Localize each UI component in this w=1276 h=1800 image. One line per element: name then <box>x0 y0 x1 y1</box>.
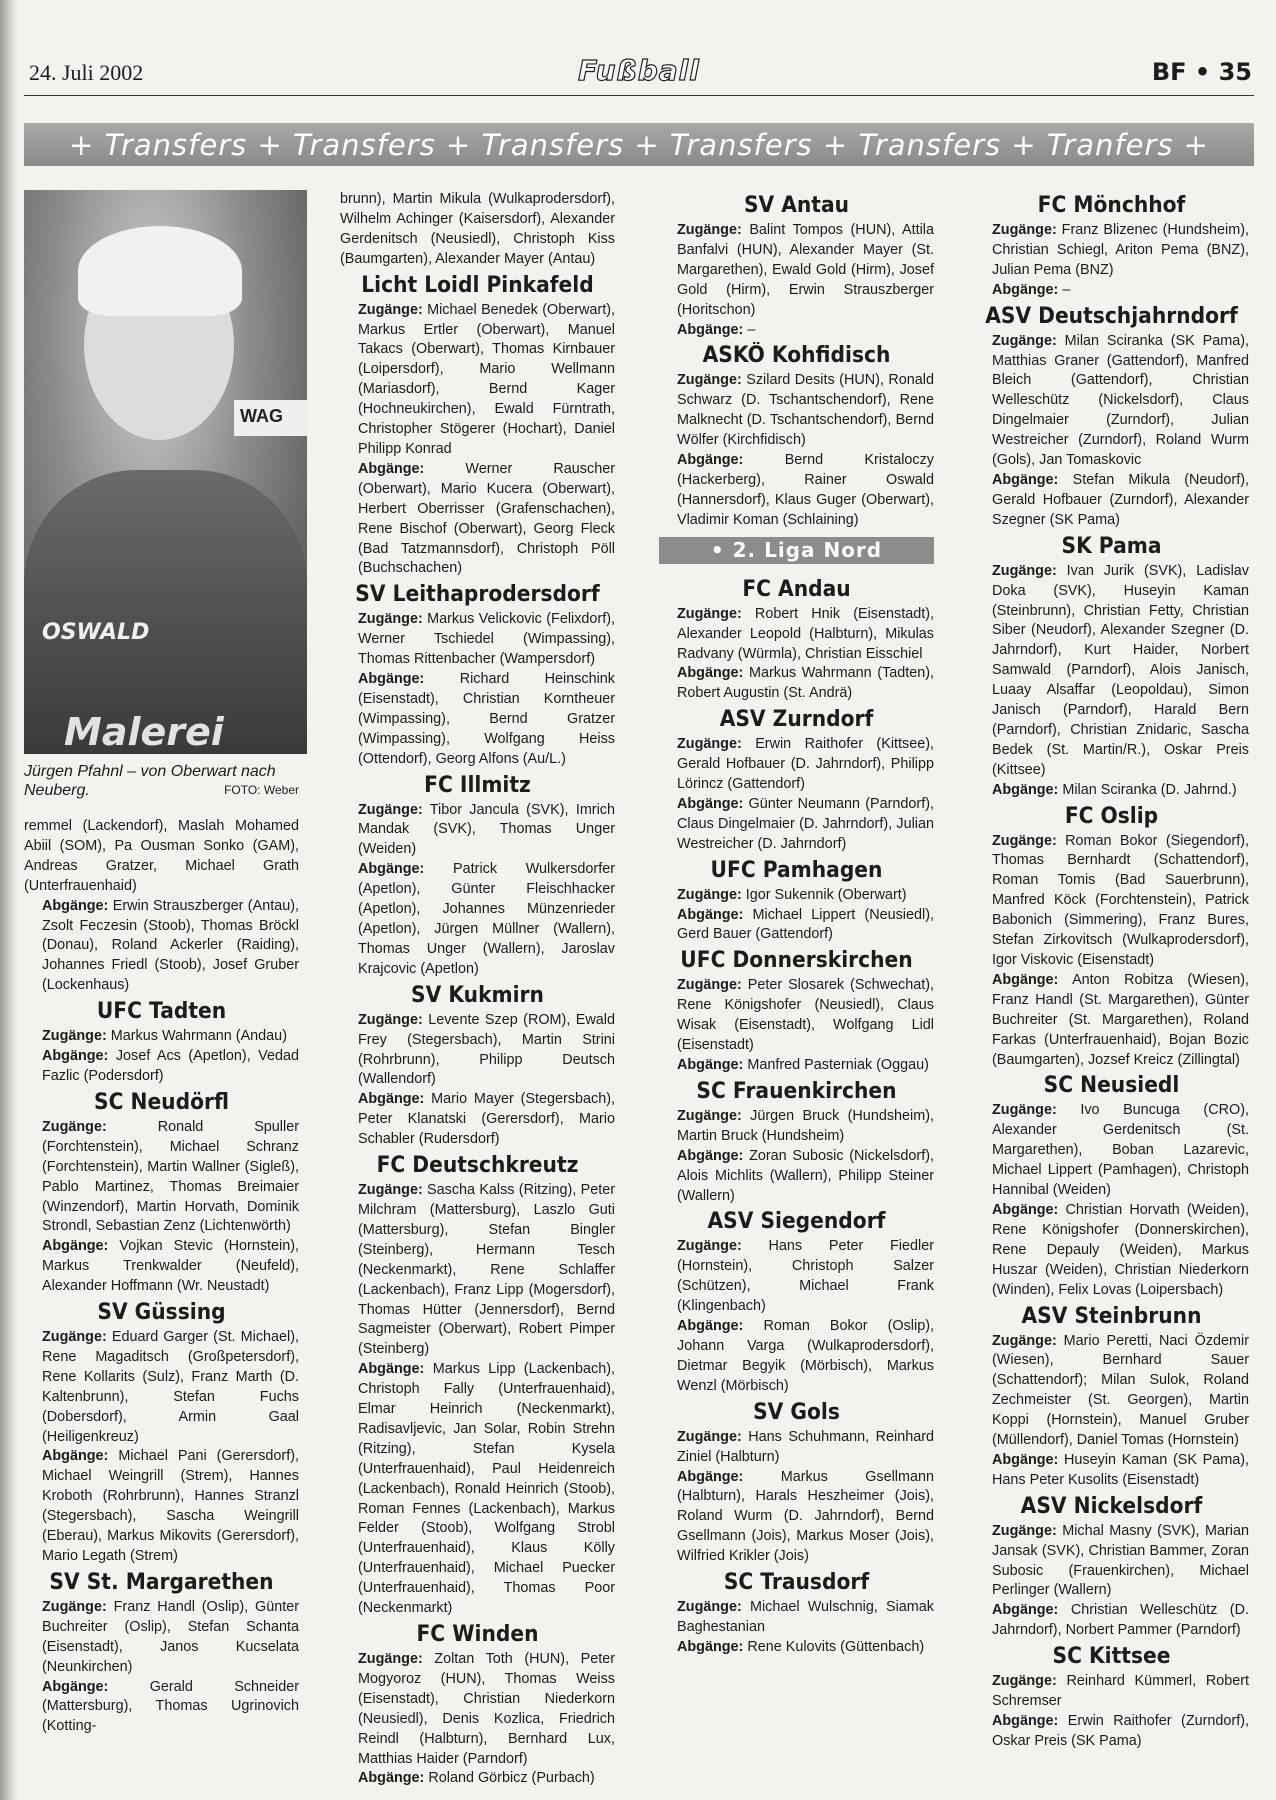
abgaenge-text: Patrick Wulkersdorfer (Apetlon), Günter Fleischhacker (Apetlon), Johannes Münzenrieder (Apetlon), Jürgen Müllner (Wallern), Thomas Unger (Wallern), Jaroslav Krajcovic (Apetlon) <box>358 861 616 977</box>
zugaenge-label: Zugänge: <box>677 1428 742 1445</box>
abgaenge-label: Abgänge: <box>42 1448 109 1465</box>
club-heading: FC Oslip <box>1064 803 1159 829</box>
abgaenge-text: Bernd Kristaloczy (Hackerberg), Rainer Oswald (Hannersdorf), Klaus Guger (Oberwart), Vladimir Koman (Schlaining) <box>677 452 934 528</box>
abgaenge-label: Abgänge: <box>358 671 425 688</box>
abgaenge-line <box>659 1317 934 1397</box>
abgaenge-line <box>659 1056 934 1076</box>
abgaenge-text: Anton Robitza (Wiesen), Franz Handl (St. Margarethen), Günter Buchreiter (St. Margarethen), Roland Farkas (Unterfrauenhaid), Bojan Bozic (Baumgarten), Jozsef Kreicz (Zillingtal) <box>992 971 1249 1068</box>
abgaenge-line <box>340 1769 615 1789</box>
abgaenge-label: Abgänge: <box>358 1770 425 1787</box>
abgaenge-label: Abgänge: <box>992 1451 1059 1468</box>
club-heading: SV Güssing <box>97 1300 226 1326</box>
zugaenge-label: Zugänge: <box>992 222 1057 238</box>
photo-credit <box>224 781 299 800</box>
photo-bottom-text: Malerei <box>64 710 224 754</box>
abgaenge-text: Roman Bokor (Oslip), Johann Varga (Wulkaprodersdorf), Dietmar Begyik (Mörbisch), Markus Wenzl (Mörbisch) <box>677 1318 934 1394</box>
zugaenge-line <box>340 301 615 460</box>
abgaenge-line <box>974 1201 1249 1301</box>
zugaenge-line <box>974 1332 1249 1451</box>
abgaenge-line <box>659 321 934 341</box>
abgaenge-line <box>24 1447 299 1566</box>
abgaenge-line <box>659 664 934 704</box>
zugaenge-line <box>659 1598 934 1638</box>
club-heading: ASV Nickelsdorf <box>1020 1493 1203 1519</box>
column-1-text <box>24 817 299 1737</box>
abgaenge-line <box>659 795 934 855</box>
abgaenge-label: Abgänge: <box>992 1713 1059 1729</box>
club-heading: UFC Donnerskirchen <box>680 948 913 974</box>
zugaenge-line <box>24 1027 299 1047</box>
abgaenge-label: Abgänge: <box>992 1602 1059 1619</box>
zugaenge-text: Szilard Desits (HUN), Ronald Schwarz (D. Tschantschendorf), Rene Malknecht (D. Tschantschendorf), Bernd Wölfer (Kirchfidisch) <box>677 372 935 449</box>
zugaenge-line <box>340 1011 615 1091</box>
abgaenge-label: Abgänge: <box>358 1091 425 1108</box>
abgaenge-line <box>974 1712 1249 1752</box>
abgaenge-text: Markus Lipp (Lackenbach), Christoph Fally (Unterfrauenhaid), Elmar Heinrich (Neckenmarkt), Radisavljevic, Jan Solar, Robin Strehn (Ritzing), Stefan Kysela (Unterfrauenhaid), Paul Heidenreich (Lackenbach), Ronald Heinrich (Stoob), Roman Fennes (Lackenbach), Markus Felder (Stoob), Wolfgang Strobl (Unterfrauenhaid), Klaus Kölly (Unterfrauenhaid), Michael Puecker (Unterfrauenhaid), Thomas Poor (Neckenmarkt) <box>358 1361 616 1617</box>
zugaenge-text: Zoltan Toth (HUN), Peter Mogyoroz (HUN), Thomas Weiss (Eisenstadt), Christian Niederkorn (Neusiedl), Denis Kozlica, Friedrich Reindl (Halbturn), Bernhard Lux, Matthias Haider (Parndorf) <box>358 1651 616 1767</box>
abgaenge-text: Erwin Strauszberger (Antau), Zsolt Feczesin (Stoob), Thomas Bröckl (Donau), Roland Ackerler (Raiding), Johannes Friedl (Stoob), Josef Gruber (Lockenhaus) <box>42 897 299 994</box>
zugaenge-label: Zugänge: <box>677 1107 742 1124</box>
zugaenge-text: Igor Sukennik (Oberwart) <box>745 886 907 903</box>
abgaenge-label: Abgänge: <box>677 1057 744 1073</box>
abgaenge-text: Michael Pani (Gerersdorf), Michael Weingrill (Strem), Hannes Kroboth (Rohrbrunn), Hannes Stranzl (Stegersbach), Sascha Weingrill (Eberau), Markus Mikovits (Gerersdorf), Mario Legath (Strem) <box>42 1448 300 1564</box>
zugaenge-text: Hans Peter Fiedler (Hornstein), Christoph Salzer (Schützen), Michael Frank (Klingenbach) <box>677 1238 934 1315</box>
club-heading: Licht Loidl Pinkafeld <box>361 272 594 298</box>
abgaenge-label: Abgänge: <box>358 460 425 477</box>
zugaenge-line <box>24 1328 299 1447</box>
zugaenge-label: Zugänge: <box>992 1522 1057 1539</box>
club-heading: SC Frauenkirchen <box>696 1078 897 1104</box>
zugaenge-text: Ronald Spuller (Forchtenstein), Michael Schranz (Forchtenstein), Martin Wallner (Sigleß), Pablo Martinez, Thomas Breimaier (Winzendorf), Martin Horvath, Dominik Strondl, Sebastian Zenz (Lichtenwörth) <box>42 1118 299 1235</box>
abgaenge-text: Milan Sciranka (D. Jahrnd.) <box>1062 781 1237 798</box>
zugaenge-line <box>659 221 934 321</box>
abgaenge-label: Abgänge: <box>992 1201 1059 1218</box>
abgaenge-text: Vojkan Stevic (Hornstein), Markus Trenkwalder (Neufeld), Alexander Hoffmann (Wr. Neustadt) <box>42 1238 300 1295</box>
club-heading: FC Illmitz <box>424 772 531 798</box>
zugaenge-line <box>659 1107 934 1147</box>
abgaenge-line <box>24 897 299 997</box>
caption-text: Jürgen Pfahnl – von Oberwart nach Neuberg. <box>24 763 276 799</box>
zugaenge-line <box>974 221 1249 281</box>
zugaenge-text: Roman Bokor (Siegendorf), Thomas Bernhardt (Schattendorf), Roman Tomis (Bad Sauerbrunn), Manfred Köck (Forchtenstein), Patrick Babonich (Simmering), Franz Bures, Stefan Zirkovitsch (Wulkaprodersdorf), Igor Viskovic (Eisenstadt) <box>992 832 1250 968</box>
abgaenge-line <box>659 906 934 946</box>
club-heading: SV Gols <box>753 1399 840 1425</box>
abgaenge-text: Gerald Schneider (Mattersburg), Thomas Ugrinovich (Kotting- <box>42 1678 299 1735</box>
club-heading: ASKÖ Kohfidisch <box>702 343 891 369</box>
photo-caption <box>24 762 299 800</box>
abgaenge-label: Abgänge: <box>677 1147 744 1164</box>
abgaenge-line <box>659 1147 934 1207</box>
zugaenge-label: Zugänge: <box>677 605 742 622</box>
zugaenge-line <box>974 832 1249 971</box>
abgaenge-text: Huseyin Kaman (SK Pama), Hans Peter Kusolits (Eisenstadt) <box>992 1451 1249 1488</box>
club-heading: FC Andau <box>742 576 851 602</box>
zugaenge-label: Zugänge: <box>677 886 742 903</box>
abgaenge-text: Richard Heinschink (Eisenstadt), Christian Korntheuer (Wimpassing), Bernd Gratzer (Wimpassing), Wolfgang Heiss (Ottendorf), Georg Alfons (Au/L.) <box>358 671 615 767</box>
zugaenge-label: Zugänge: <box>358 1011 423 1028</box>
club-heading: SC Trausdorf <box>723 1570 870 1596</box>
zugaenge-text: Tibor Jancula (SVK), Imrich Mandak (SVK), Thomas Unger (Weiden) <box>358 801 615 858</box>
abgaenge-line <box>340 1360 615 1619</box>
club-heading: SV St. Margarethen <box>49 1569 274 1595</box>
club-heading: FC Mönchhof <box>1037 193 1186 218</box>
zugaenge-text: Michael Benedek (Oberwart), Markus Ertler (Oberwart), Manuel Takacs (Oberwart), Thomas Kirnbauer (Loipersdorf), Mario Wellmann (Mariasdorf), Bernd Kager (Hochneukirchen), Ewald Fürntrath, Christopher Stögerer (Hochart), Daniel Philipp Konrad <box>358 301 615 457</box>
zugaenge-text: Robert Hnik (Eisenstadt), Alexander Leopold (Halbturn), Mikulas Radvany (Würmla), Christian Eisschiel <box>677 605 934 662</box>
abgaenge-text: Erwin Raithofer (Zurndorf), Oskar Preis (SK Pama) <box>992 1713 1250 1749</box>
club-heading: ASV Deutschjahrndorf <box>985 303 1238 329</box>
zugaenge-label: Zugänge: <box>358 1651 423 1667</box>
article-text: brunn), Martin Mikula (Wulkaprodersdorf), Wilhelm Achinger (Kaisersdorf), Alexander Gerdenitsch (Neusiedl), Christoph Kiss (Baumgarten), Alexander Mayer (Antau) <box>340 191 615 267</box>
club-heading: SV Leithaprodersdorf <box>355 582 600 608</box>
zugaenge-line <box>974 1522 1249 1602</box>
abgaenge-label: Abgänge: <box>677 321 744 338</box>
zugaenge-text: Ivo Buncuga (CRO), Alexander Gerdenitsch (St. Margarethen), Boban Lazarevic, Michael Lippert (Pamhagen), Christoph Hannibal (Weiden) <box>992 1102 1249 1199</box>
club-heading: ASV Zurndorf <box>719 707 874 733</box>
zugaenge-label: Zugänge: <box>358 1182 423 1199</box>
abgaenge-label: Abgänge: <box>42 1678 109 1695</box>
zugaenge-label: Zugänge: <box>992 332 1057 349</box>
club-heading: SC Neudörfl <box>94 1089 229 1115</box>
abgaenge-label: Abgänge: <box>677 906 744 923</box>
zugaenge-text: Franz Handl (Oslip), Günter Buchreiter (Oslip), Stefan Schanta (Eisenstadt), Janos Kucselata (Neunkirchen) <box>42 1598 299 1675</box>
issue-date: 24. Juli 2002 <box>29 60 144 85</box>
abgaenge-text: – <box>747 321 756 338</box>
zugaenge-line <box>974 562 1249 781</box>
abgaenge-line <box>340 670 615 770</box>
club-heading: UFC Pamhagen <box>710 857 883 883</box>
zugaenge-label: Zugänge: <box>992 1332 1057 1349</box>
credit-label: FOTO: <box>224 783 261 797</box>
abgaenge-label: Abgänge: <box>42 897 109 914</box>
abgaenge-text: Christian Welleschütz (D. Jahrndorf), Norbert Pammer (Parndorf) <box>992 1602 1249 1639</box>
zugaenge-text: Peter Slosarek (Schwechat), Rene Königshofer (Neusiedl), Claus Wisak (Eisenstadt), Wolfgang Lidl (Eisenstadt) <box>677 977 935 1054</box>
banner-text: + Transfers + Transfers + Transfers + Transfers + Transfers + Tranfers + <box>69 127 1209 162</box>
zugaenge-label: Zugänge: <box>42 1598 107 1615</box>
zugaenge-line <box>974 332 1249 471</box>
zugaenge-text: Markus Wahrmann (Andau) <box>110 1028 287 1045</box>
transfers-banner <box>24 123 1254 166</box>
abgaenge-line <box>974 971 1249 1071</box>
player-photo <box>24 190 307 754</box>
zugaenge-text: Eduard Garger (St. Michael), Rene Magaditsch (Großpetersdorf), Rene Kollarits (Sulz), Franz Marth (D. Kaltenbrunn), Stefan Fuchs (Dobersdorf), Armin Gaal (Heiligenkreuz) <box>42 1329 300 1445</box>
column-1 <box>24 190 299 1760</box>
abgaenge-label: Abgänge: <box>992 781 1059 798</box>
abgaenge-line <box>659 451 934 531</box>
abgaenge-line <box>659 1638 934 1658</box>
zugaenge-line <box>340 610 615 670</box>
abgaenge-text: Christian Horvath (Weiden), Rene Königshofer (Donnerskirchen), Rene Depauly (Weiden), Markus Huszar (Weiden), Christian Niederkorn (Winden), Felix Lovas (Loipersbach) <box>992 1201 1249 1298</box>
zugaenge-text: Levente Szep (ROM), Ewald Frey (Stegersbach), Martin Strini (Rohrbrunn), Philipp Deutsch (Wallendorf) <box>358 1011 615 1088</box>
club-heading: SV Kukmirn <box>411 982 544 1008</box>
zugaenge-line <box>659 1428 934 1468</box>
abgaenge-line <box>24 1237 299 1297</box>
zugaenge-line <box>659 886 934 906</box>
abgaenge-text: Rene Kulovits (Güttenbach) <box>747 1638 925 1655</box>
zugaenge-label: Zugänge: <box>358 301 423 318</box>
zugaenge-label: Zugänge: <box>358 801 423 818</box>
club-heading: SK Pama <box>1061 533 1162 559</box>
zugaenge-label: Zugänge: <box>677 977 742 994</box>
zugaenge-text: Jürgen Bruck (Hundsheim), Martin Bruck (Hundsheim) <box>677 1107 934 1144</box>
abgaenge-line <box>974 781 1249 801</box>
column-3 <box>659 190 934 1760</box>
photo-hair <box>78 226 242 316</box>
page-header <box>24 52 1254 96</box>
zugaenge-text: Franz Blizenec (Hundsheim), Christian Schiegl, Ariton Pema (BNZ), Julian Pema (BNZ) <box>992 222 1250 278</box>
league-divider: • 2. Liga Nord <box>659 537 934 564</box>
zugaenge-label: Zugänge: <box>677 736 742 753</box>
zugaenge-label: Zugänge: <box>358 611 423 628</box>
photo-sign: WAG <box>234 400 307 436</box>
club-heading: UFC Tadten <box>96 999 227 1025</box>
column-4 <box>974 190 1249 1760</box>
abgaenge-label: Abgänge: <box>677 1638 744 1655</box>
zugaenge-line <box>974 1672 1249 1712</box>
zugaenge-line <box>659 371 934 451</box>
abgaenge-text: Günter Neumann (Parndorf), Claus Dingelmaier (D. Jahrndorf), Julian Westreicher (D. Jahrndorf) <box>677 795 934 852</box>
abgaenge-label: Abgänge: <box>42 1238 109 1255</box>
zugaenge-label: Zugänge: <box>677 372 742 389</box>
abgaenge-label: Abgänge: <box>677 1468 744 1485</box>
zugaenge-label: Zugänge: <box>677 1238 742 1255</box>
abgaenge-line <box>24 1047 299 1087</box>
club-heading: SC Neusiedl <box>1043 1073 1180 1099</box>
abgaenge-text: Roland Görbicz (Purbach) <box>428 1770 595 1787</box>
club-heading: FC Deutschkreutz <box>376 1153 579 1179</box>
abgaenge-label: Abgänge: <box>992 971 1059 988</box>
zugaenge-text: Hans Schuhmann, Reinhard Ziniel (Halbturn) <box>677 1428 934 1465</box>
zugaenge-text: Erwin Raithofer (Kittsee), Gerald Hofbauer (D. Jahrndorf), Philipp Lörincz (Gattendorf) <box>677 736 935 793</box>
abgaenge-line <box>974 1451 1249 1491</box>
zugaenge-label: Zugänge: <box>992 1673 1057 1690</box>
zugaenge-line <box>659 735 934 795</box>
abgaenge-text: Josef Acs (Apetlon), Vedad Fazlic (Podersdorf) <box>42 1048 300 1084</box>
abgaenge-text: Werner Rauscher (Oberwart), Mario Kucera (Oberwart), Herbert Oberrisser (Grafenschachen), Rene Bischof (Oberwart), Georg Fleck (Bad Tatzmannsdorf), Christoph Pöll (Buchschachen) <box>358 460 615 577</box>
zugaenge-line <box>340 801 615 861</box>
zugaenge-label: Zugänge: <box>42 1118 107 1135</box>
zugaenge-text: Michael Wulschnig, Siamak Baghestanian <box>677 1599 934 1635</box>
zugaenge-text: Milan Sciranka (SK Pama), Matthias Graner (Gattendorf), Manfred Bleich (Gattendorf), Christian Welleschütz (Nickelsdorf), Claus Dingelmaier (Zurndorf), Julian Westreicher (Zurndorf), Roland Wurm (Gols), Jan Tomaskovic <box>992 332 1249 469</box>
zugaenge-line <box>659 605 934 665</box>
zugaenge-line <box>24 1118 299 1237</box>
zugaenge-label: Zugänge: <box>992 1102 1057 1119</box>
abgaenge-label: Abgänge: <box>992 471 1059 488</box>
abgaenge-line <box>340 460 615 579</box>
zugaenge-label: Zugänge: <box>677 1599 742 1616</box>
zugaenge-line <box>659 1237 934 1317</box>
abgaenge-label: Abgänge: <box>42 1048 109 1065</box>
column-2 <box>340 190 616 1787</box>
abgaenge-line <box>974 471 1249 531</box>
abgaenge-label: Abgänge: <box>992 281 1059 298</box>
abgaenge-text: Markus Gsellmann (Halbturn), Harals Heszheimer (Jois), Roland Wurm (D. Jahrndorf), Bernd Gsellmann (Jois), Markus Moser (Jois), Wilfried Krikler (Jois) <box>677 1468 934 1565</box>
section-title: Fußball <box>578 54 700 87</box>
zugaenge-line <box>974 1101 1249 1201</box>
abgaenge-text: Manfred Pasterniak (Oggau) <box>747 1057 929 1073</box>
abgaenge-line <box>974 281 1249 301</box>
abgaenge-text: Zoran Subosic (Nickelsdorf), Alois Michlits (Wallern), Philipp Steiner (Wallern) <box>677 1147 934 1204</box>
club-heading: SV Antau <box>743 193 850 218</box>
abgaenge-text: Stefan Mikula (Neudorf), Gerald Hofbauer (Zurndorf), Alexander Szegner (SK Pama) <box>992 471 1250 528</box>
zugaenge-label: Zugänge: <box>42 1028 107 1045</box>
zugaenge-text: Sascha Kalss (Ritzing), Peter Milchram (Mattersburg), Laszlo Guti (Mattersburg), Stefan Bingler (Steinberg), Hermann Tesch (Neckenmarkt), Rene Schlaffer (Lackenbach), Franz Lipp (Mogersdorf), Thomas Hütter (Jennersdorf), Bernd Sagmeister (Oberwart), Robert Pimper (Steinberg) <box>358 1182 616 1358</box>
zugaenge-label: Zugänge: <box>992 562 1057 579</box>
abgaenge-label: Abgänge: <box>358 861 425 878</box>
zugaenge-text: Markus Velickovic (Felixdorf), Werner Tschiedel (Wimpassing), Thomas Rittenbacher (Wampersdorf) <box>358 611 616 668</box>
zugaenge-label: Zugänge: <box>42 1329 107 1346</box>
zugaenge-line <box>24 1598 299 1678</box>
zugaenge-label: Zugänge: <box>677 222 742 238</box>
abgaenge-line <box>659 1468 934 1568</box>
abgaenge-label: Abgänge: <box>677 452 744 469</box>
zugaenge-line <box>340 1181 615 1360</box>
abgaenge-text: Mario Mayer (Stegersbach), Peter Klanatski (Gerersdorf), Mario Schabler (Rudersdorf) <box>358 1091 615 1148</box>
abgaenge-label: Abgänge: <box>677 795 744 812</box>
abgaenge-label: Abgänge: <box>677 1318 744 1335</box>
club-heading: FC Winden <box>416 1622 539 1647</box>
zugaenge-line <box>659 976 934 1056</box>
zugaenge-text: Reinhard Kümmerl, Robert Schremser <box>992 1673 1250 1710</box>
abgaenge-label: Abgänge: <box>358 1361 425 1378</box>
zugaenge-line <box>340 1650 615 1769</box>
zugaenge-label: Zugänge: <box>992 832 1057 849</box>
club-heading: SC Kittsee <box>1052 1644 1171 1670</box>
zugaenge-text: Mario Peretti, Naci Özdemir (Wiesen), Bernhard Sauer (Schattendorf); Milan Sulok, Roland Zechmeister (St. Georgen), Martin Koppi (Hornstein), Manuel Gruber (Müllendorf), Daniel Tomas (Hornstein) <box>992 1332 1249 1449</box>
club-heading: ASV Siegendorf <box>707 1209 886 1235</box>
photo-shirt-text: OSWALD <box>42 620 150 645</box>
abgaenge-line <box>340 1090 615 1150</box>
article-text: remmel (Lackendorf), Maslah Mohamed Abiil (SOM), Pa Ousman Sonko (GAM), Andreas Gratzer, Michael Grath (Unterfrauenhaid) <box>24 818 299 894</box>
credit-name: Weber <box>263 783 299 797</box>
abgaenge-text: – <box>1062 281 1071 298</box>
abgaenge-text: Markus Wahrmann (Tadten), Robert Augustin (St. Andrä) <box>677 665 934 702</box>
zugaenge-text: Michal Masny (SVK), Marian Jansak (SVK), Christian Bammer, Zoran Subosic (Frauenkirchen), Michael Perlinger (Wallern) <box>992 1522 1249 1599</box>
abgaenge-line <box>974 1601 1249 1641</box>
abgaenge-text: Michael Lippert (Neusiedl), Gerd Bauer (Gattendorf) <box>677 906 934 943</box>
club-heading: ASV Steinbrunn <box>1021 1303 1202 1329</box>
abgaenge-line <box>24 1678 299 1738</box>
zugaenge-text: Ivan Jurik (SVK), Ladislav Doka (SVK), Huseyin Kaman (Steinbrunn), Christian Fetty, Christian Siber (Neudorf), Alexander Szegner (D. Jahrndorf), Kurt Haider, Norbert Samwald (Parndorf), Alois Janisch, Luaay Alsaffar (Leopoldau), Simon Janisch (Parndorf), Harald Bern (Parndorf), Christian Znidaric, Sascha Bedek (St. Martin/R.), Oskar Preis (Kittsee) <box>992 562 1249 778</box>
abgaenge-label: Abgänge: <box>677 665 744 682</box>
abgaenge-line <box>340 860 615 979</box>
page-number: BF • 35 <box>1151 58 1252 86</box>
zugaenge-text: Balint Tompos (HUN), Attila Banfalvi (HUN), Alexander Mayer (St. Margarethen), Ewald Gold (Hirm), Josef Gold (Hirm), Erwin Strauszberger (Horitschon) <box>677 222 935 318</box>
